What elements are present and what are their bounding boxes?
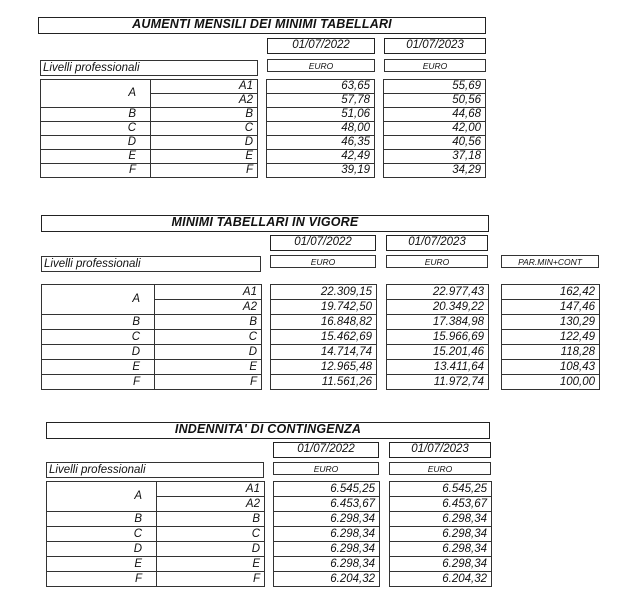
table-row xyxy=(42,315,600,330)
table3-date-2022: 01/07/2022 xyxy=(273,442,379,458)
level-group: D xyxy=(42,345,155,360)
table-row xyxy=(47,527,492,542)
table2-unit-col3: PAR.MIN+CONT xyxy=(501,255,599,268)
level-group: B xyxy=(47,512,157,527)
value-cell: 22.309,15 xyxy=(271,285,377,300)
value-cell: 122,49 xyxy=(502,330,600,345)
value-cell: 130,29 xyxy=(502,315,600,330)
value-cell: 15.462,69 xyxy=(271,330,377,345)
level-code: C xyxy=(155,330,262,345)
value-cell: 40,56 xyxy=(384,136,486,150)
level-code: A2 xyxy=(155,300,262,315)
level-code: B xyxy=(157,512,265,527)
table-row xyxy=(47,542,492,557)
level-group: C xyxy=(41,122,151,136)
value-cell: 22.977,43 xyxy=(387,285,489,300)
value-cell: 6.453,67 xyxy=(390,497,492,512)
table3-title: INDENNITA' DI CONTINGENZA xyxy=(46,422,490,439)
value-cell: 14.714,74 xyxy=(271,345,377,360)
table1-grid xyxy=(40,79,486,178)
table-row xyxy=(42,345,600,360)
table1-levels-label: Livelli professionali xyxy=(40,60,258,76)
level-code: A2 xyxy=(157,497,265,512)
value-cell: 39,19 xyxy=(267,164,375,178)
level-group: A xyxy=(47,482,157,512)
value-cell: 42,00 xyxy=(384,122,486,136)
value-cell: 6.204,32 xyxy=(274,572,380,587)
table-row xyxy=(41,122,486,136)
table3-levels-label: Livelli professionali xyxy=(46,462,264,478)
value-cell: 6.545,25 xyxy=(390,482,492,497)
level-code: B xyxy=(155,315,262,330)
level-code: E xyxy=(151,150,258,164)
value-cell: 37,18 xyxy=(384,150,486,164)
value-cell: 34,29 xyxy=(384,164,486,178)
level-group: A xyxy=(41,80,151,108)
value-cell: 6.298,34 xyxy=(274,512,380,527)
table-row xyxy=(42,375,600,390)
level-code: C xyxy=(157,527,265,542)
value-cell: 15.201,46 xyxy=(387,345,489,360)
value-cell: 19.742,50 xyxy=(271,300,377,315)
table1-unit-col2: EURO xyxy=(384,59,486,72)
value-cell: 11.972,74 xyxy=(387,375,489,390)
table-row xyxy=(41,150,486,164)
level-group: F xyxy=(41,164,151,178)
level-group: C xyxy=(42,330,155,345)
level-code: F xyxy=(155,375,262,390)
table1-date-2022: 01/07/2022 xyxy=(267,38,375,54)
level-code: D xyxy=(151,136,258,150)
value-cell: 11.561,26 xyxy=(271,375,377,390)
value-cell: 46,35 xyxy=(267,136,375,150)
value-cell: 6.298,34 xyxy=(390,512,492,527)
level-code: A1 xyxy=(155,285,262,300)
value-cell: 17.384,98 xyxy=(387,315,489,330)
level-code: F xyxy=(151,164,258,178)
value-cell: 162,42 xyxy=(502,285,600,300)
value-cell: 13.411,64 xyxy=(387,360,489,375)
value-cell: 12.965,48 xyxy=(271,360,377,375)
value-cell: 100,00 xyxy=(502,375,600,390)
level-group: B xyxy=(42,315,155,330)
level-group: D xyxy=(41,136,151,150)
table-row xyxy=(41,164,486,178)
table2-date-2022: 01/07/2022 xyxy=(270,235,376,251)
level-code: F xyxy=(157,572,265,587)
table1-title: AUMENTI MENSILI DEI MINIMI TABELLARI xyxy=(38,17,486,34)
table3-unit-col1: EURO xyxy=(273,462,379,475)
level-code: A1 xyxy=(151,80,258,94)
value-cell: 108,43 xyxy=(502,360,600,375)
value-cell: 44,68 xyxy=(384,108,486,122)
table2-unit-col2: EURO xyxy=(386,255,488,268)
table1-unit-col1: EURO xyxy=(267,59,375,72)
level-code: C xyxy=(151,122,258,136)
level-group: E xyxy=(42,360,155,375)
table2-grid xyxy=(41,284,600,390)
value-cell: 50,56 xyxy=(384,94,486,108)
value-cell: 118,28 xyxy=(502,345,600,360)
level-code: A2 xyxy=(151,94,258,108)
level-code: B xyxy=(151,108,258,122)
table-row xyxy=(47,512,492,527)
value-cell: 16.848,82 xyxy=(271,315,377,330)
value-cell: 147,46 xyxy=(502,300,600,315)
table-row xyxy=(41,80,486,94)
level-group: F xyxy=(47,572,157,587)
level-group: D xyxy=(47,542,157,557)
table2-unit-col1: EURO xyxy=(270,255,376,268)
table-row xyxy=(42,360,600,375)
value-cell: 55,69 xyxy=(384,80,486,94)
table-row xyxy=(47,482,492,497)
level-code: D xyxy=(157,542,265,557)
level-group: A xyxy=(42,285,155,315)
level-group: E xyxy=(41,150,151,164)
level-code: A1 xyxy=(157,482,265,497)
value-cell: 57,78 xyxy=(267,94,375,108)
level-group: F xyxy=(42,375,155,390)
table-row xyxy=(41,108,486,122)
value-cell: 42,49 xyxy=(267,150,375,164)
value-cell: 6.453,67 xyxy=(274,497,380,512)
level-code: E xyxy=(157,557,265,572)
table2-title: MINIMI TABELLARI IN VIGORE xyxy=(41,215,489,232)
level-group: B xyxy=(41,108,151,122)
value-cell: 6.298,34 xyxy=(390,542,492,557)
value-cell: 6.204,32 xyxy=(390,572,492,587)
table-row xyxy=(42,285,600,300)
value-cell: 6.545,25 xyxy=(274,482,380,497)
value-cell: 6.298,34 xyxy=(274,527,380,542)
table-row xyxy=(47,572,492,587)
table-row xyxy=(41,136,486,150)
table3-unit-col2: EURO xyxy=(389,462,491,475)
value-cell: 6.298,34 xyxy=(390,557,492,572)
level-group: E xyxy=(47,557,157,572)
table2-levels-label: Livelli professionali xyxy=(41,256,261,272)
value-cell: 48,00 xyxy=(267,122,375,136)
table2-date-2023: 01/07/2023 xyxy=(386,235,488,251)
table1-date-2023: 01/07/2023 xyxy=(384,38,486,54)
level-group: C xyxy=(47,527,157,542)
level-code: E xyxy=(155,360,262,375)
level-code: D xyxy=(155,345,262,360)
value-cell: 6.298,34 xyxy=(274,557,380,572)
table3-grid xyxy=(46,481,492,587)
value-cell: 6.298,34 xyxy=(390,527,492,542)
table-row xyxy=(47,557,492,572)
value-cell: 51,06 xyxy=(267,108,375,122)
value-cell: 63,65 xyxy=(267,80,375,94)
value-cell: 15.966,69 xyxy=(387,330,489,345)
table3-date-2023: 01/07/2023 xyxy=(389,442,491,458)
value-cell: 20.349,22 xyxy=(387,300,489,315)
value-cell: 6.298,34 xyxy=(274,542,380,557)
table-row xyxy=(42,330,600,345)
